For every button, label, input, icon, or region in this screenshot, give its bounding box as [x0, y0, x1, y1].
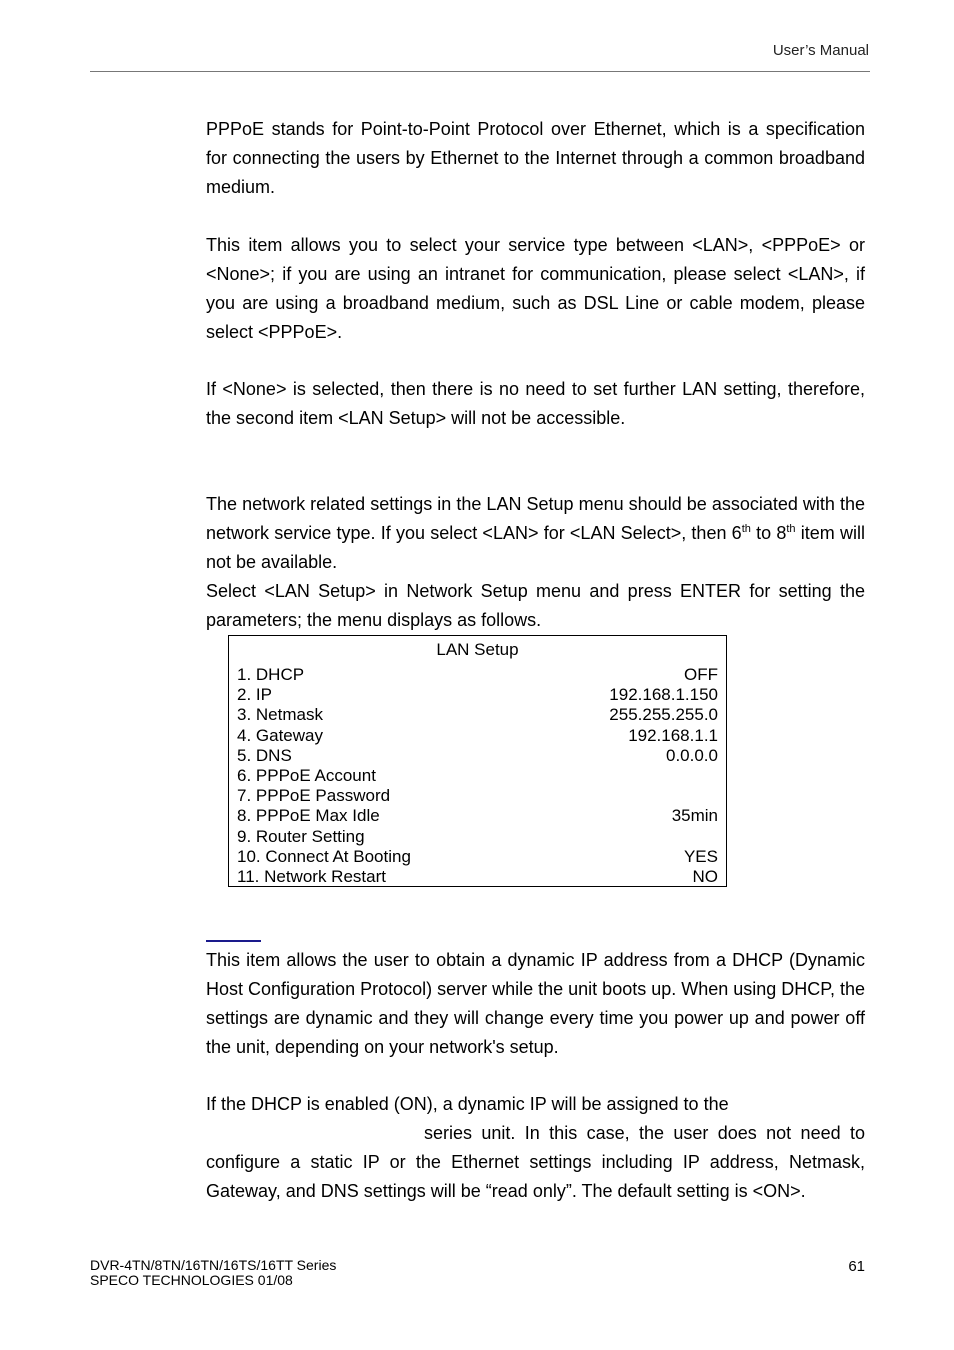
menu-item-pppoe-max-idle[interactable] [237, 806, 718, 826]
menu-item-value: 0.0.0.0 [666, 745, 718, 765]
none-selected-paragraph: If <None> is selected, then there is no need to set further LAN setting, therefore, the second item <LAN Setup> will not be accessible. [206, 379, 865, 428]
menu-item-value: 192.168.1.1 [628, 725, 718, 745]
header-divider [90, 71, 870, 72]
network-related-text-1: The network related settings in the LAN Setup menu should be associated with the network service type. If you select <LAN> for <LAN Select>, then 6 [206, 494, 865, 543]
dhcp-description-paragraph: This item allows the user to obtain a dynamic IP address from a DHCP (Dynamic Host Configuration Protocol) server while the unit boots up. When using DHCP, the settings are dynamic and they will change every time you power up and power off the unit, depending on your network's setup. [206, 950, 866, 1057]
footer-company: SPECO TECHNOLOGIES 01/08 [90, 1272, 293, 1288]
menu-item-label: 4. Gateway [237, 725, 323, 745]
menu-item-dns[interactable] [237, 746, 718, 766]
superscript-th-1: th [741, 523, 751, 535]
lan-setup-menu [228, 635, 727, 887]
menu-item-network-restart[interactable] [237, 867, 718, 887]
menu-item-label: 2. IP [237, 685, 272, 705]
menu-item-label: 8. PPPoE Max Idle [237, 806, 380, 826]
dhcp-enabled-paragraph [206, 1090, 865, 1206]
footer-left [90, 1258, 336, 1288]
menu-item-connect-at-booting[interactable] [237, 847, 718, 867]
menu-title: LAN Setup [436, 640, 519, 659]
menu-item-value: OFF [684, 665, 718, 684]
pppoe-definition-paragraph: PPPoE stands for Point-to-Point Protocol over Ethernet, which is a specification for connecting the users by Ethernet to the Internet through a common broadband medium. [206, 119, 865, 197]
superscript-th-2: th [786, 523, 796, 535]
section-heading-underline [206, 940, 261, 942]
menu-item-value: 35min [671, 806, 718, 826]
menu-item-label: 10. Connect At Booting [237, 846, 411, 866]
menu-list [237, 665, 718, 887]
service-type-paragraph: This item allows you to select your service type between <LAN>, <PPPoE> or <None>; if you are using an intranet for communication, please select <LAN>, if you are using a broadband medium, such as DSL Line or cable modem, please select <PPPoE>. [206, 235, 865, 342]
dhcp-enabled-line1: If the DHCP is enabled (ON), a dynamic IP will be assigned to the [206, 1094, 729, 1114]
select-lan-setup-paragraph: Select <LAN Setup> in Network Setup menu and press ENTER for setting the parameters; the menu displays as follows. [206, 581, 865, 630]
network-related-paragraph [206, 490, 865, 577]
menu-item-label: 3. Netmask [237, 705, 323, 725]
menu-item-router-setting[interactable] [237, 827, 718, 847]
menu-item-pppoe-password[interactable] [237, 786, 718, 806]
page-number: 61 [848, 1258, 865, 1275]
menu-item-dhcp[interactable] [237, 665, 718, 685]
menu-item-label: 1. DHCP [237, 665, 305, 684]
menu-item-pppoe-account[interactable] [237, 766, 718, 786]
menu-item-value: YES [683, 846, 718, 866]
menu-item-netmask[interactable] [237, 705, 718, 725]
menu-item-label: 5. DNS [237, 745, 292, 765]
footer-model-series: DVR-4TN/8TN/16TN/16TS/16TT Series [90, 1257, 337, 1273]
network-related-text-2: to 8 [750, 523, 787, 543]
running-header: User’s Manual [772, 42, 869, 59]
dhcp-enabled-rest: series unit. In this case, the user does not need to configure a static IP or the Ethernet settings including IP address, Netmask, Gateway, and DNS settings will be “read only”. The default setting is <ON>. [206, 1123, 865, 1201]
menu-item-label: 9. Router Setting [237, 826, 365, 846]
menu-item-gateway[interactable] [237, 726, 718, 746]
menu-item-ip[interactable] [237, 685, 718, 705]
menu-item-label: 11. Network Restart [237, 866, 386, 886]
menu-item-value: 255.255.255.0 [609, 705, 718, 725]
menu-item-value: NO [692, 866, 718, 886]
network-related-text-3: item will not be available. [206, 523, 865, 572]
menu-item-label: 6. PPPoE Account [237, 765, 376, 785]
menu-item-value: 192.168.1.150 [609, 685, 718, 705]
menu-item-label: 7. PPPoE Password [237, 786, 391, 806]
